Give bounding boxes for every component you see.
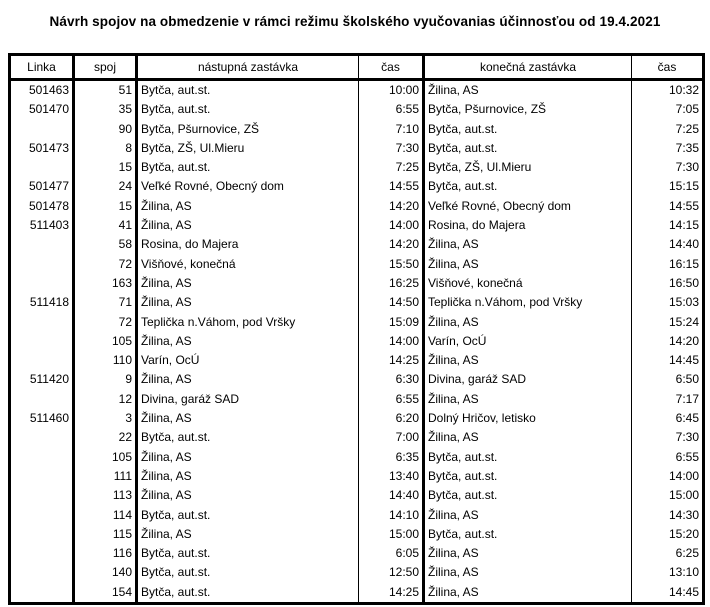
cell-linka (10, 313, 74, 332)
cell-linka: 501477 (28, 179, 69, 194)
table-row (10, 313, 704, 332)
cell-cas-nastup: 10:00 (359, 80, 424, 101)
cell-cas-nastup: 14:00 (359, 332, 424, 351)
cell-spoj: 22 (74, 428, 137, 447)
cell-konecna-zastavka: Žilina, AS (424, 235, 632, 254)
cell-spoj: 113 (74, 486, 137, 505)
cell-konecna-zastavka: Žilina, AS (424, 80, 632, 101)
table-row (10, 390, 704, 409)
table-row (10, 467, 704, 486)
cell-spoj: 51 (74, 80, 137, 101)
table-row (10, 177, 704, 196)
cell-spoj: 58 (74, 235, 137, 254)
table-row (10, 158, 704, 177)
table-body (10, 80, 704, 604)
table-row (10, 100, 704, 119)
cell-nastupna-zastavka: Bytča, Pšurnovice, ZŠ (137, 120, 359, 139)
cell-linka: 501463 (28, 83, 69, 97)
table-row (10, 216, 704, 235)
cell-cas-konecna: 14:30 (632, 506, 704, 525)
cell-cas-konecna: 14:45 (632, 351, 704, 370)
table-row (10, 544, 704, 563)
table-row (10, 428, 704, 447)
cell-linka (10, 120, 74, 139)
table-row (10, 351, 704, 370)
cell-konecna-zastavka: Bytča, aut.st. (424, 177, 632, 196)
cell-spoj: 90 (74, 120, 137, 139)
cell-linka (10, 448, 74, 467)
column-header-nastupna-zastavka: nástupná zastávka (137, 55, 359, 80)
cell-cas-konecna: 14:55 (632, 197, 704, 216)
cell-cas-nastup: 14:40 (359, 486, 424, 505)
column-header-spoj: spoj (74, 55, 137, 80)
cell-nastupna-zastavka: Bytča, aut.st. (137, 544, 359, 563)
cell-linka (10, 351, 74, 370)
cell-cas-nastup: 14:10 (359, 506, 424, 525)
cell-cas-nastup: 15:50 (359, 255, 424, 274)
cell-nastupna-zastavka: Žilina, AS (137, 197, 359, 216)
cell-cas-nastup: 14:25 (359, 351, 424, 370)
cell-nastupna-zastavka: Bytča, aut.st. (137, 80, 359, 101)
column-header-cas-konecna: čas (632, 55, 704, 80)
table-row (10, 235, 704, 254)
cell-nastupna-zastavka: Varín, OcÚ (137, 351, 359, 370)
cell-konecna-zastavka: Žilina, AS (424, 544, 632, 563)
cell-spoj: 3 (74, 409, 137, 428)
cell-cas-konecna: 10:32 (632, 80, 704, 101)
cell-konecna-zastavka: Žilina, AS (424, 583, 632, 604)
cell-cas-konecna: 7:35 (632, 139, 704, 158)
cell-cas-konecna: 16:50 (632, 274, 704, 293)
cell-linka (10, 255, 74, 274)
cell-linka (10, 158, 74, 177)
cell-cas-konecna: 14:00 (632, 467, 704, 486)
cell-cas-konecna: 6:50 (632, 370, 704, 389)
cell-linka (10, 544, 74, 563)
cell-linka (10, 332, 74, 351)
cell-cas-nastup: 14:50 (359, 293, 424, 312)
cell-cas-nastup: 7:00 (359, 428, 424, 447)
cell-cas-konecna: 7:05 (632, 100, 704, 119)
cell-cas-nastup: 6:05 (359, 544, 424, 563)
cell-konecna-zastavka: Žilina, AS (424, 313, 632, 332)
cell-cas-nastup: 6:20 (359, 409, 424, 428)
cell-nastupna-zastavka: Bytča, aut.st. (137, 563, 359, 582)
cell-linka (10, 563, 74, 582)
cell-konecna-zastavka: Bytča, aut.st. (424, 120, 632, 139)
cell-cas-nastup: 14:20 (359, 235, 424, 254)
cell-nastupna-zastavka: Žilina, AS (137, 293, 359, 312)
table-row (10, 255, 704, 274)
cell-konecna-zastavka: Bytča, aut.st. (424, 486, 632, 505)
cell-spoj: 115 (74, 525, 137, 544)
cell-cas-nastup: 12:50 (359, 563, 424, 582)
cell-nastupna-zastavka: Bytča, aut.st. (137, 583, 359, 604)
cell-konecna-zastavka: Bytča, ZŠ, Ul.Mieru (424, 158, 632, 177)
cell-nastupna-zastavka: Žilina, AS (137, 448, 359, 467)
cell-linka: 511420 (29, 372, 69, 387)
cell-spoj: 15 (74, 197, 137, 216)
cell-spoj: 24 (74, 177, 137, 196)
cell-cas-nastup: 6:55 (359, 390, 424, 409)
cell-cas-konecna: 15:15 (632, 177, 704, 196)
table-row (10, 274, 704, 293)
cell-spoj: 111 (74, 467, 137, 486)
cell-linka: 501473 (28, 140, 69, 155)
cell-nastupna-zastavka: Teplička n.Váhom, pod Vršky (137, 313, 359, 332)
cell-nastupna-zastavka: Bytča, ZŠ, Ul.Mieru (137, 139, 359, 158)
cell-linka (10, 235, 74, 254)
cell-cas-nastup: 15:09 (359, 313, 424, 332)
table-row (10, 448, 704, 467)
cell-cas-konecna: 14:40 (632, 235, 704, 254)
cell-konecna-zastavka: Žilina, AS (424, 506, 632, 525)
cell-nastupna-zastavka: Bytča, aut.st. (137, 158, 359, 177)
cell-cas-nastup: 6:35 (359, 448, 424, 467)
header-row (10, 55, 704, 80)
cell-cas-konecna: 7:30 (632, 158, 704, 177)
cell-cas-nastup: 6:55 (359, 100, 424, 119)
cell-konecna-zastavka: Višňové, konečná (424, 274, 632, 293)
table-row (10, 525, 704, 544)
bus-timetable (8, 53, 705, 605)
cell-cas-nastup: 7:10 (359, 120, 424, 139)
table-row (10, 120, 704, 139)
cell-spoj: 154 (74, 583, 137, 604)
cell-cas-konecna: 7:30 (632, 428, 704, 447)
cell-konecna-zastavka: Varín, OcÚ (424, 332, 632, 351)
page-title: Návrh spojov na obmedzenie v rámci režimu školského vyučovanias účinnosťou od 19.4.2021 (49, 14, 661, 29)
cell-cas-konecna: 16:15 (632, 255, 704, 274)
cell-spoj: 35 (74, 100, 137, 119)
cell-nastupna-zastavka: Bytča, aut.st. (137, 100, 359, 119)
cell-spoj: 140 (74, 563, 137, 582)
cell-spoj: 72 (74, 313, 137, 332)
table-row (10, 293, 704, 312)
cell-linka (10, 506, 74, 525)
cell-cas-konecna: 15:00 (632, 486, 704, 505)
cell-nastupna-zastavka: Rosina, do Majera (137, 235, 359, 254)
table-row (10, 80, 704, 101)
cell-linka: 511460 (29, 411, 69, 426)
cell-spoj: 41 (74, 216, 137, 235)
cell-nastupna-zastavka: Žilina, AS (137, 370, 359, 389)
cell-cas-nastup: 13:40 (359, 467, 424, 486)
cell-nastupna-zastavka: Divina, garáž SAD (137, 390, 359, 409)
table-row (10, 139, 704, 158)
cell-cas-konecna: 6:25 (632, 544, 704, 563)
cell-cas-konecna: 6:45 (632, 409, 704, 428)
cell-cas-konecna: 13:10 (632, 563, 704, 582)
cell-konecna-zastavka: Rosina, do Majera (424, 216, 632, 235)
cell-linka (10, 274, 74, 293)
cell-konecna-zastavka: Žilina, AS (424, 255, 632, 274)
cell-spoj: 105 (74, 332, 137, 351)
cell-spoj: 110 (74, 351, 137, 370)
table-row (10, 563, 704, 582)
cell-nastupna-zastavka: Veľké Rovné, Obecný dom (137, 177, 359, 196)
cell-spoj: 71 (74, 293, 137, 312)
cell-nastupna-zastavka: Bytča, aut.st. (137, 506, 359, 525)
cell-cas-nastup: 7:25 (359, 158, 424, 177)
table-row (10, 197, 704, 216)
cell-konecna-zastavka: Bytča, aut.st. (424, 448, 632, 467)
cell-nastupna-zastavka: Žilina, AS (137, 409, 359, 428)
cell-konecna-zastavka: Žilina, AS (424, 390, 632, 409)
cell-cas-nastup: 14:25 (359, 583, 424, 604)
cell-konecna-zastavka: Žilina, AS (424, 351, 632, 370)
table-row (10, 332, 704, 351)
cell-spoj: 12 (74, 390, 137, 409)
cell-cas-nastup: 6:30 (359, 370, 424, 389)
column-header-konecna-zastavka: konečná zastávka (424, 55, 632, 80)
cell-cas-nastup: 15:00 (359, 525, 424, 544)
cell-konecna-zastavka: Bytča, aut.st. (424, 467, 632, 486)
cell-konecna-zastavka: Žilina, AS (424, 428, 632, 447)
cell-cas-konecna: 7:17 (632, 390, 704, 409)
cell-nastupna-zastavka: Višňové, konečná (137, 255, 359, 274)
cell-konecna-zastavka: Teplička n.Váhom, pod Vršky (424, 293, 632, 312)
cell-cas-konecna: 14:20 (632, 332, 704, 351)
cell-cas-konecna: 15:03 (632, 293, 704, 312)
cell-spoj: 15 (74, 158, 137, 177)
table-row (10, 370, 704, 389)
column-header-cas-nastup: čas (359, 55, 424, 80)
cell-cas-konecna: 7:25 (632, 120, 704, 139)
cell-cas-konecna: 15:24 (632, 313, 704, 332)
cell-linka (10, 467, 74, 486)
cell-linka: 501470 (28, 102, 69, 117)
cell-linka (10, 583, 74, 604)
cell-spoj: 72 (74, 255, 137, 274)
cell-spoj: 114 (74, 506, 137, 525)
cell-konecna-zastavka: Žilina, AS (424, 563, 632, 582)
cell-spoj: 116 (74, 544, 137, 563)
cell-nastupna-zastavka: Žilina, AS (137, 274, 359, 293)
cell-cas-nastup: 7:30 (359, 139, 424, 158)
cell-konecna-zastavka: Bytča, Pšurnovice, ZŠ (424, 100, 632, 119)
cell-cas-nastup: 14:55 (359, 177, 424, 196)
cell-cas-konecna: 14:45 (632, 583, 704, 604)
cell-linka (10, 486, 74, 505)
cell-konecna-zastavka: Bytča, aut.st. (424, 525, 632, 544)
cell-nastupna-zastavka: Žilina, AS (137, 486, 359, 505)
cell-cas-konecna: 15:20 (632, 525, 704, 544)
cell-cas-konecna: 14:15 (632, 216, 704, 235)
cell-spoj: 8 (74, 139, 137, 158)
cell-nastupna-zastavka: Žilina, AS (137, 467, 359, 486)
cell-cas-nastup: 16:25 (359, 274, 424, 293)
cell-linka: 511403 (29, 218, 69, 233)
cell-linka (10, 525, 74, 544)
cell-spoj: 163 (74, 274, 137, 293)
table-row (10, 506, 704, 525)
cell-spoj: 105 (74, 448, 137, 467)
cell-cas-konecna: 6:55 (632, 448, 704, 467)
cell-linka (10, 428, 74, 447)
table-row (10, 486, 704, 505)
table-row (10, 409, 704, 428)
cell-linka (10, 390, 74, 409)
cell-nastupna-zastavka: Žilina, AS (137, 216, 359, 235)
cell-konecna-zastavka: Divina, garáž SAD (424, 370, 632, 389)
cell-linka: 511418 (29, 295, 69, 310)
cell-konecna-zastavka: Veľké Rovné, Obecný dom (424, 197, 632, 216)
cell-konecna-zastavka: Bytča, aut.st. (424, 139, 632, 158)
cell-cas-nastup: 14:20 (359, 197, 424, 216)
cell-spoj: 9 (74, 370, 137, 389)
table-row (10, 583, 704, 604)
cell-cas-nastup: 14:00 (359, 216, 424, 235)
column-header-linka: Linka (10, 55, 74, 80)
cell-nastupna-zastavka: Bytča, aut.st. (137, 428, 359, 447)
cell-nastupna-zastavka: Žilina, AS (137, 525, 359, 544)
cell-nastupna-zastavka: Žilina, AS (137, 332, 359, 351)
cell-konecna-zastavka: Dolný Hričov, letisko (424, 409, 632, 428)
cell-linka: 501478 (28, 198, 69, 213)
